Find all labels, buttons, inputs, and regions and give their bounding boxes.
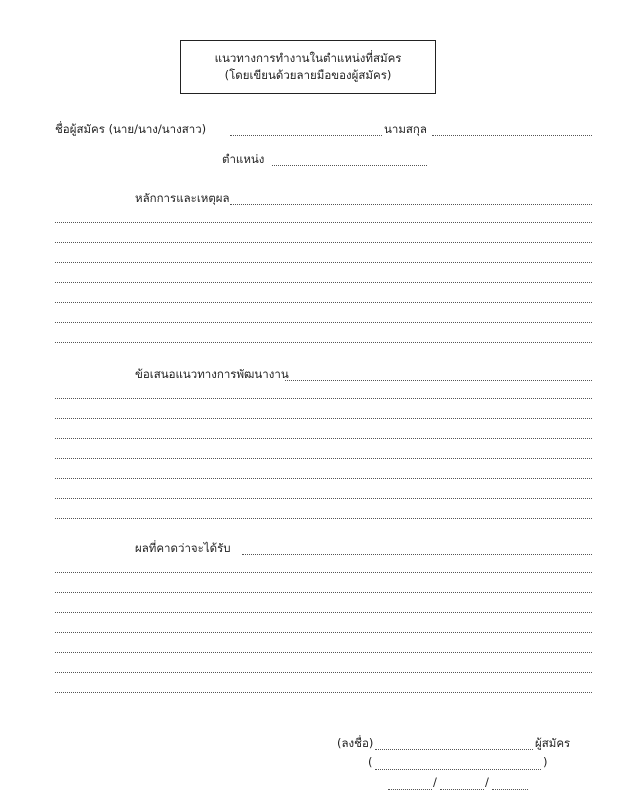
writing-line[interactable] <box>55 282 592 283</box>
writing-line[interactable] <box>55 518 592 519</box>
writing-line[interactable] <box>55 592 592 593</box>
writing-line[interactable] <box>55 398 592 399</box>
signature-field[interactable] <box>375 749 533 750</box>
writing-line[interactable] <box>55 572 592 573</box>
writing-line[interactable] <box>55 222 592 223</box>
applicant-name-label: ชื่อผู้สมัคร (นาย/นาง/นางสาว) <box>55 122 207 136</box>
position-field[interactable] <box>272 165 427 166</box>
writing-line[interactable] <box>55 498 592 499</box>
date-day-field[interactable] <box>388 789 432 790</box>
writing-line[interactable] <box>242 554 592 555</box>
writing-line[interactable] <box>55 458 592 459</box>
writing-line[interactable] <box>55 242 592 243</box>
writing-line[interactable] <box>55 478 592 479</box>
writing-line[interactable] <box>55 302 592 303</box>
writing-line[interactable] <box>55 438 592 439</box>
writing-line[interactable] <box>55 692 592 693</box>
section-heading-development: ข้อเสนอแนวทางการพัฒนางาน <box>135 367 289 381</box>
date-separator: / <box>433 775 437 789</box>
writing-line[interactable] <box>55 672 592 673</box>
writing-line[interactable] <box>55 418 592 419</box>
applicant-surname-field[interactable] <box>432 135 592 136</box>
date-separator: / <box>485 775 489 789</box>
date-year-field[interactable] <box>492 789 528 790</box>
form-title-box <box>180 40 436 94</box>
writing-line[interactable] <box>55 632 592 633</box>
writing-line[interactable] <box>55 342 592 343</box>
writing-line[interactable] <box>55 322 592 323</box>
section-heading-rationale: หลักการและเหตุผล <box>135 191 230 205</box>
date-month-field[interactable] <box>440 789 484 790</box>
printed-name-close-paren: ) <box>543 755 548 769</box>
writing-line[interactable] <box>55 612 592 613</box>
applicant-name-field[interactable] <box>230 135 382 136</box>
form-subtitle: (โดยเขียนด้วยลายมือของผู้สมัคร) <box>224 68 392 82</box>
position-label: ตำแหน่ง <box>222 152 265 166</box>
writing-line[interactable] <box>55 652 592 653</box>
writing-line[interactable] <box>230 204 592 205</box>
writing-line[interactable] <box>55 262 592 263</box>
section-heading-expected-results: ผลที่คาดว่าจะได้รับ <box>135 541 231 555</box>
writing-line[interactable] <box>285 380 592 381</box>
printed-name-field[interactable] <box>375 769 541 770</box>
signature-role-label: ผู้สมัคร <box>535 736 571 750</box>
signature-label: (ลงชื่อ) <box>337 736 374 750</box>
printed-name-open-paren: ( <box>368 755 373 769</box>
applicant-surname-label: นามสกุล <box>384 122 427 136</box>
form-title: แนวทางการทำงานในตำแหน่งที่สมัคร <box>214 51 402 65</box>
